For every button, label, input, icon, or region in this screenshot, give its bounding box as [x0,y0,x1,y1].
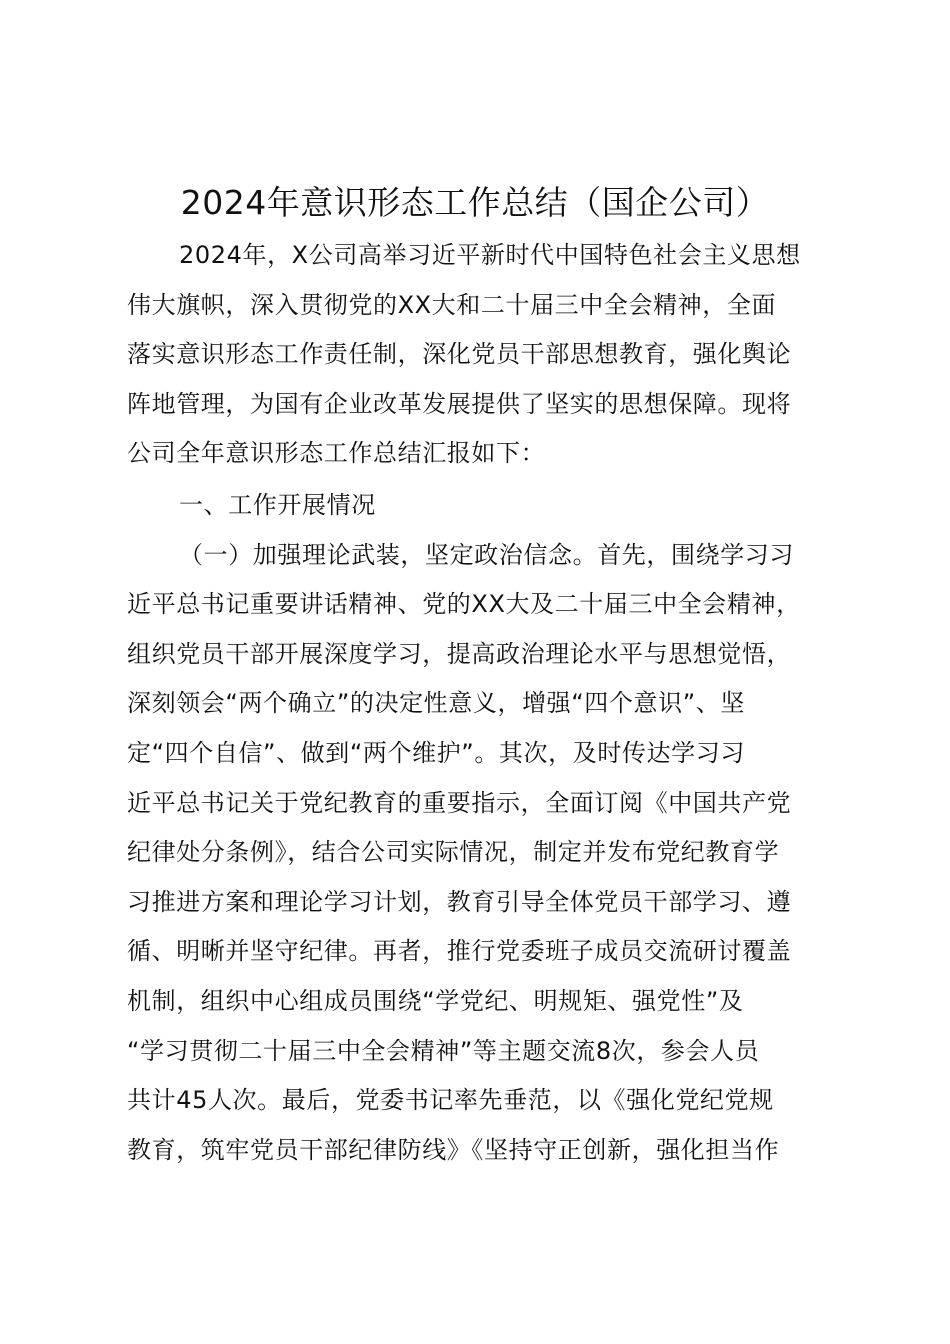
paragraph-line: 定“四个自信”、做到“两个维护”。其次，及时传达学习习 [127,738,745,767]
paragraph-line: 2024年，X公司高举习近平新时代中国特色社会主义思想 [179,241,801,269]
paragraph-line: 阵地管理，为国有企业改革发展提供了坚实的思想保障。现将 [127,389,792,418]
paragraph-line: 落实意识形态工作责任制，深化党员干部思想教育，强化舆论 [127,340,792,369]
paragraph-line: “学习贯彻二十届三中全会精神”等主题交流8次，参会人员 [127,1036,760,1065]
paragraph-line: 深刻领会“两个确立”的决定性意义，增强“四个意识”、坚 [127,689,745,718]
paragraph-line: 循、明晰并坚守纪律。再者，推行党委班子成员交流研讨覆盖 [127,937,792,966]
paragraph-line: 公司全年意识形态工作总结汇报如下： [127,439,546,468]
document-title: 2024年意识形态工作总结（国企公司） [180,183,770,222]
paragraph-line: 近平总书记关于党纪教育的重要指示，全面订阅《中国共产党 [127,788,792,817]
paragraph-line: 教育，筑牢党员干部纪律防线》《坚持守正创新，强化担当作 [127,1135,780,1164]
paragraph-line: 组织党员干部开展深度学习，提高政治理论水平与思想觉悟， [127,639,792,668]
document-body [127,231,867,1175]
section-heading: 一、工作开展情况 [179,490,376,519]
paragraph-line: 纪律处分条例》，结合公司实际情况，制定并发布党纪教育学 [127,838,780,867]
paragraph-line: （一）加强理论武装，坚定政治信念。首先，围绕学习习 [179,540,794,569]
paragraph-line: 伟大旗帜，深入贯彻党的XX大和二十届三中全会精神，全面 [127,290,777,319]
paragraph-line: 习推进方案和理论学习计划，教育引导全体党员干部学习、遵 [127,887,792,916]
paragraph-line: 机制，组织中心组成员围绕“学党纪、明规矩、强党性”及 [127,986,744,1015]
paragraph-line: 共计45人次。最后，党委书记率先垂范，以《强化党纪党规 [127,1086,774,1115]
paragraph-line: 近平总书记重要讲话精神、党的XX大及二十届三中全会精神， [127,590,801,619]
